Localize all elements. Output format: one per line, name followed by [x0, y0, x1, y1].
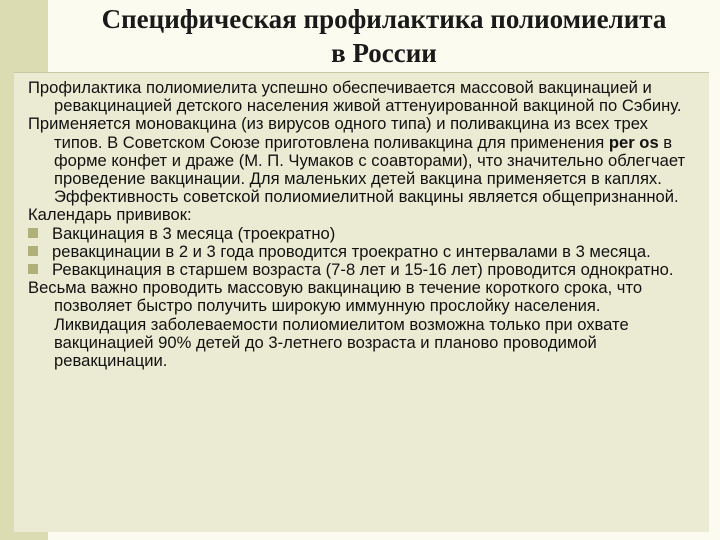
paragraph-vaccines-part1: Применяется моновакцина (из вирусов одного типа) и поливакцина из всех трех типов. В Советском Союзе приготовлена поливакцина для применения	[28, 114, 648, 152]
paragraph-vaccines	[28, 115, 697, 206]
calendar-label: Календарь прививок:	[28, 205, 192, 225]
bullet-item	[28, 225, 697, 243]
square-bullet-icon	[28, 246, 38, 256]
slide-title	[48, 0, 720, 70]
title-line-2: в России	[331, 38, 437, 68]
square-bullet-icon	[28, 228, 38, 238]
bullet-text: Вакцинация в 3 месяца (троекратно)	[52, 223, 336, 243]
square-bullet-icon	[28, 264, 38, 274]
content-box	[14, 72, 709, 532]
bullet-text: Ревакцинация в старшем возраста (7-8 лет и 15-16 лет) проводится однократно.	[52, 260, 674, 280]
bullet-text: ревакцинации в 2 и 3 года проводится троекратно с интервалами в 3 месяца.	[52, 241, 651, 261]
bullet-item	[28, 243, 697, 261]
slide-title-area	[48, 0, 720, 72]
paragraph-vaccines-part2: в форме конфет и драже (М. П. Чумаков с соавторами), что значительно облегчает проведение вакцинации. Для маленьких детей вакцина применяется в каплях. Эффективность советской полиомиелитной вакцины является общепризнанной.	[54, 132, 686, 207]
paragraph-prophylaxis: Профилактика полиомиелита успешно обеспечивается массовой вакцинацией и ревакцинацией детского населения живой аттенуированной вакциной по Сэбину.	[28, 78, 682, 116]
per-os-term: per os	[608, 132, 659, 152]
paragraph-mass-vaccination: Весьма важно проводить массовую вакцинацию в течение короткого срока, что позволяет быстро получить широкую иммунную прослойку населения. Ликвидация заболеваемости полиомиелитом возможна только при охвате вакцинацией 90% детей до 3-летнего возраста и планово проводимой ревакцинации.	[28, 278, 643, 371]
title-line-1: Специфическая профилактика полиомиелита	[101, 4, 667, 34]
bullet-item	[28, 261, 697, 279]
